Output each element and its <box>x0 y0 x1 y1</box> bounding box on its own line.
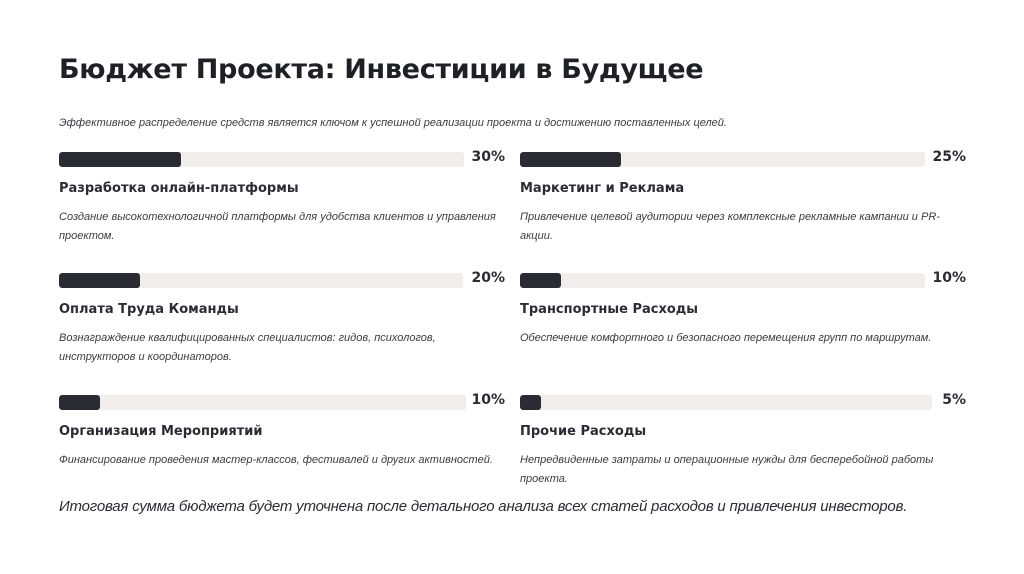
page-title: Бюджет Проекта: Инвестиции в Будущее <box>59 54 704 85</box>
budget-item <box>59 270 505 383</box>
item-description: Финансирование проведения мастер-классов, фестивалей и других активностей. <box>59 454 493 466</box>
percent-label: 25% <box>932 149 966 165</box>
intro-text: Эффективное распределение средств является ключом к успешной реализации проекта и достижению поставленных целей. <box>59 117 727 129</box>
percent-label: 5% <box>942 392 966 408</box>
budget-item <box>59 149 505 262</box>
progress-track <box>59 273 463 288</box>
percent-label: 30% <box>471 149 505 165</box>
item-title: Прочие Расходы <box>520 424 647 439</box>
percent-label: 10% <box>932 270 966 286</box>
progress-fill <box>520 152 621 167</box>
percent-label: 10% <box>471 392 505 408</box>
progress-track <box>520 152 925 167</box>
item-title: Разработка онлайн-платформы <box>59 181 299 196</box>
progress-track <box>520 395 932 410</box>
item-description: Непредвиденные затраты и операционные нужды для бесперебойной работы проекта. <box>520 454 934 485</box>
item-title: Транспортные Расходы <box>520 302 699 317</box>
budget-item <box>59 392 505 505</box>
item-description: Обеспечение комфортного и безопасного перемещения групп по маршрутам. <box>520 332 932 344</box>
progress-fill <box>520 395 541 410</box>
item-title: Оплата Труда Команды <box>59 302 239 317</box>
item-description: Привлечение целевой аудитории через комплексные рекламные кампании и PR-акции. <box>520 211 940 242</box>
progress-track <box>59 395 466 410</box>
progress-fill <box>59 273 140 288</box>
progress-fill <box>59 395 100 410</box>
progress-track <box>520 273 925 288</box>
progress-track <box>59 152 464 167</box>
budget-item <box>520 149 966 262</box>
item-title: Маркетинг и Реклама <box>520 181 685 196</box>
budget-item <box>520 392 966 505</box>
item-description: Создание высокотехнологичной платформы для удобства клиентов и управления проектом. <box>59 211 496 242</box>
item-description: Вознаграждение квалифицированных специалистов: гидов, психологов, инструкторов и координаторов. <box>59 332 436 363</box>
percent-label: 20% <box>471 270 505 286</box>
progress-fill <box>59 152 181 167</box>
progress-fill <box>520 273 561 288</box>
item-title: Организация Мероприятий <box>59 424 263 439</box>
summary-text: Итоговая сумма бюджета будет уточнена после детального анализа всех статей расходов и привлечения инвесторов. <box>59 498 908 515</box>
budget-item <box>520 270 966 383</box>
